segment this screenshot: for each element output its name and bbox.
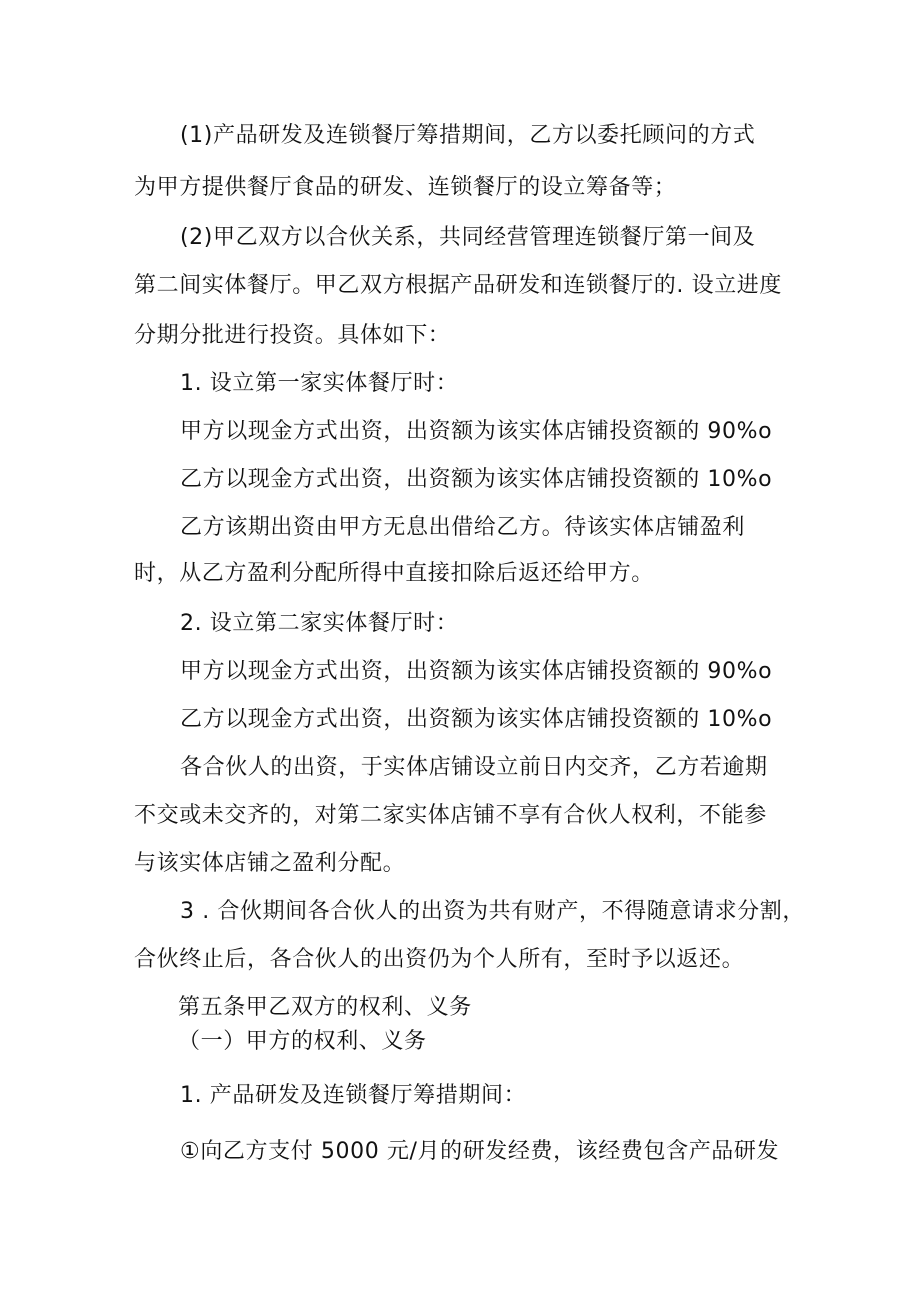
paragraph-line: 合伙终止后，各合伙人的出资仍为个人所有，至时予以返还。 [134,947,745,972]
paragraph-line: 3 . 合伙期间各合伙人的出资为共有财产，不得随意请求分割， [180,899,805,924]
paragraph-line: 为甲方提供餐厅食品的研发、连锁餐厅的设立筹备等； [134,175,677,200]
paragraph-line: 与该实体店铺之盈利分配。 [134,851,406,876]
paragraph-line: 第二间实体餐厅。甲乙双方根据产品研发和连锁餐厅的. 设立进度 [134,273,782,298]
paragraph-line: 乙方以现金方式出资，出资额为该实体店铺投资额的 10%o [180,467,773,492]
subsection-heading: （一）甲方的权利、义务 [178,1029,427,1054]
paragraph-line: 不交或未交齐的，对第二家实体店铺不享有合伙人权利，不能参 [134,803,767,828]
paragraph-line: (1)产品研发及连锁餐厅筹措期间，乙方以委托顾问的方式 [180,123,756,148]
section-heading: 第五条甲乙双方的权利、义务 [178,995,472,1020]
paragraph-line: 乙方以现金方式出资，出资额为该实体店铺投资额的 10%o [180,707,773,732]
paragraph-line: (2)甲乙双方以合伙关系，共同经营管理连锁餐厅第一间及 [180,225,756,250]
paragraph-line: 时，从乙方盈利分配所得中直接扣除后返还给甲方。 [134,561,654,586]
list-item-heading: 2. 设立第二家实体餐厅时： [180,611,459,636]
paragraph-line: 分期分批进行投资。具体如下： [134,323,451,348]
paragraph-line: 各合伙人的出资，于实体店铺设立前日内交齐，乙方若逾期 [180,755,768,780]
list-item-heading: 1. 产品研发及连锁餐厅筹措期间： [180,1083,527,1108]
paragraph-line: ①向乙方支付 5000 元/月的研发经费，该经费包含产品研发 [180,1139,780,1164]
paragraph-line: 甲方以现金方式出资，出资额为该实体店铺投资额的 90%o [180,659,773,684]
paragraph-line: 乙方该期出资由甲方无息出借给乙方。待该实体店铺盈利 [180,515,746,540]
paragraph-line: 甲方以现金方式出资，出资额为该实体店铺投资额的 90%o [180,419,773,444]
list-item-heading: 1. 设立第一家实体餐厅时： [180,371,459,396]
